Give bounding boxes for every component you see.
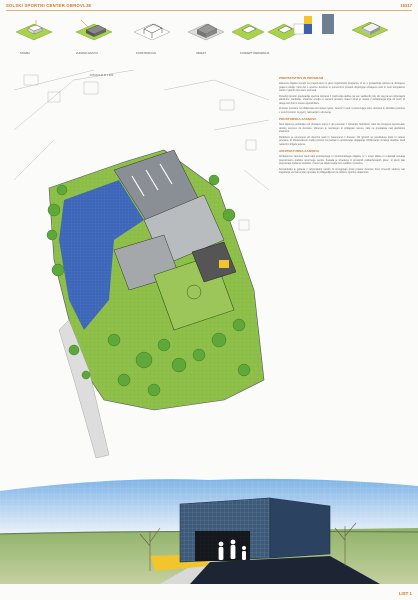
diagram-konstrukcija bbox=[134, 24, 170, 40]
text-section-1 bbox=[279, 76, 405, 114]
diagram-label-1: STAVBA bbox=[20, 52, 30, 55]
diagram-zunanji-razvoj bbox=[76, 20, 112, 40]
section-heading: ARHITEKTURNA ZASNOVA bbox=[279, 149, 320, 153]
section-heading: PROSTORSKA ZASNOVA bbox=[279, 117, 317, 121]
sheet-number: LIST 1 bbox=[398, 591, 412, 596]
section-paragraph: Novi objekt je postavljen ob obstojeci soli in z njo povezan z notranjim hodnikom, tako da omogoca neposreden dostop ucencev do dvorane. Volumen je razclenjen in prilagojen terenu, zato ne prevladuje nad okoliskimi stavbami. bbox=[279, 123, 405, 133]
diagram-objekt bbox=[188, 24, 224, 40]
section-paragraph: Konstrukcija je jeklena z razponskimi nosilci, ki omogocajo prost prostor dvorane brez vmesnih stebrov, kar zagotavlja vecnamensko uporabo in prilagodljivost za razlicne sportne dejavnosti. bbox=[279, 167, 405, 174]
diagram-label-4: OBJEKT bbox=[196, 52, 207, 55]
site-plan-svg bbox=[14, 70, 274, 460]
text-section-3 bbox=[279, 149, 405, 175]
section-paragraph: Osrednji prostor predstavlja sportna dvorana z moznostjo delitve na vec vadbenih polj, ob njej pa so razporejeni slacilnice, sanitarije, shrambe orodja in upravni prostori. Glavni vhod je urejen z dostopnega trga ob cesti, ki deluje kot zbirno mesto uporabnikov. bbox=[279, 94, 405, 105]
diagram-material-squares bbox=[294, 14, 334, 34]
section-paragraph: Zasnova objekta temelji na prepoznavni in jasni organizaciji programa, ki se s postavitvijo odziva na obstojece grajeno okolje. Novi del s sportno dvorano in pomoznimi prostori dopolnjuje obstojeco solo in tvori kompaktno celoto z jasnim loceniem prometa. bbox=[279, 82, 405, 92]
section-paragraph: Parkirisce je umesceno ob dovozni cesti in zasenceno z drevesi. Ob igriscih so predvidene klopi in zelene povrsine, ki obiskovalcem nudijo prostor za pocitek in opazovanje dogajanja. Oblikovanje zunanje ureditve sledi naravnim linijam terena. bbox=[279, 135, 405, 146]
diagram-koncept-parkiranja bbox=[232, 24, 300, 40]
section-heading: PREDSTAVITEV IN PROGRAM bbox=[279, 76, 324, 80]
concept-diagrams-svg bbox=[0, 0, 418, 60]
text-section-2 bbox=[279, 117, 405, 146]
yellow-platform bbox=[219, 260, 229, 268]
architectural-render bbox=[0, 476, 418, 586]
sheet-title: SOLSKI SPORTNI CENTER OBROVLJE bbox=[6, 3, 92, 8]
diagram-label-2: ZUNANJI RAZVOJ bbox=[76, 52, 98, 55]
site-plan bbox=[14, 70, 274, 460]
section-paragraph: Arhitekturna zasnova sledi ideji enostavnega in funkcionalnega objekta, ki s svojo obliko in materiali ustvarja prepoznavno podobo sportnega centra. Fasada je izvedena iz prosojnih polikarbonatnih plosc, ki skozi dan prepuscajo naravno svetlobo, zvecer pa objekt zasije kot svetilka v prostoru. bbox=[279, 155, 405, 165]
diagram-stavba bbox=[16, 20, 52, 40]
diagram-final bbox=[352, 22, 388, 38]
section-paragraph: Zunanje povrsine so oblikovane kot sistem igrisc, zelenic in poti, ki povezujejo solo, dvorano in okoliske povrsine v enovit prostor za sport, rekreacijo in druzenje. bbox=[279, 107, 405, 114]
site-plan-caption: SITUACIJA M 1:500 bbox=[90, 74, 114, 77]
diagram-label-5: KONCEPT PARKIRANJA bbox=[240, 52, 270, 55]
diagram-label-3: KONSTRUKCIJA bbox=[136, 52, 157, 55]
description-text-column bbox=[279, 74, 405, 178]
sheet-code: 15317 bbox=[400, 3, 412, 8]
render-building-side bbox=[270, 498, 330, 558]
render-svg bbox=[0, 476, 418, 586]
